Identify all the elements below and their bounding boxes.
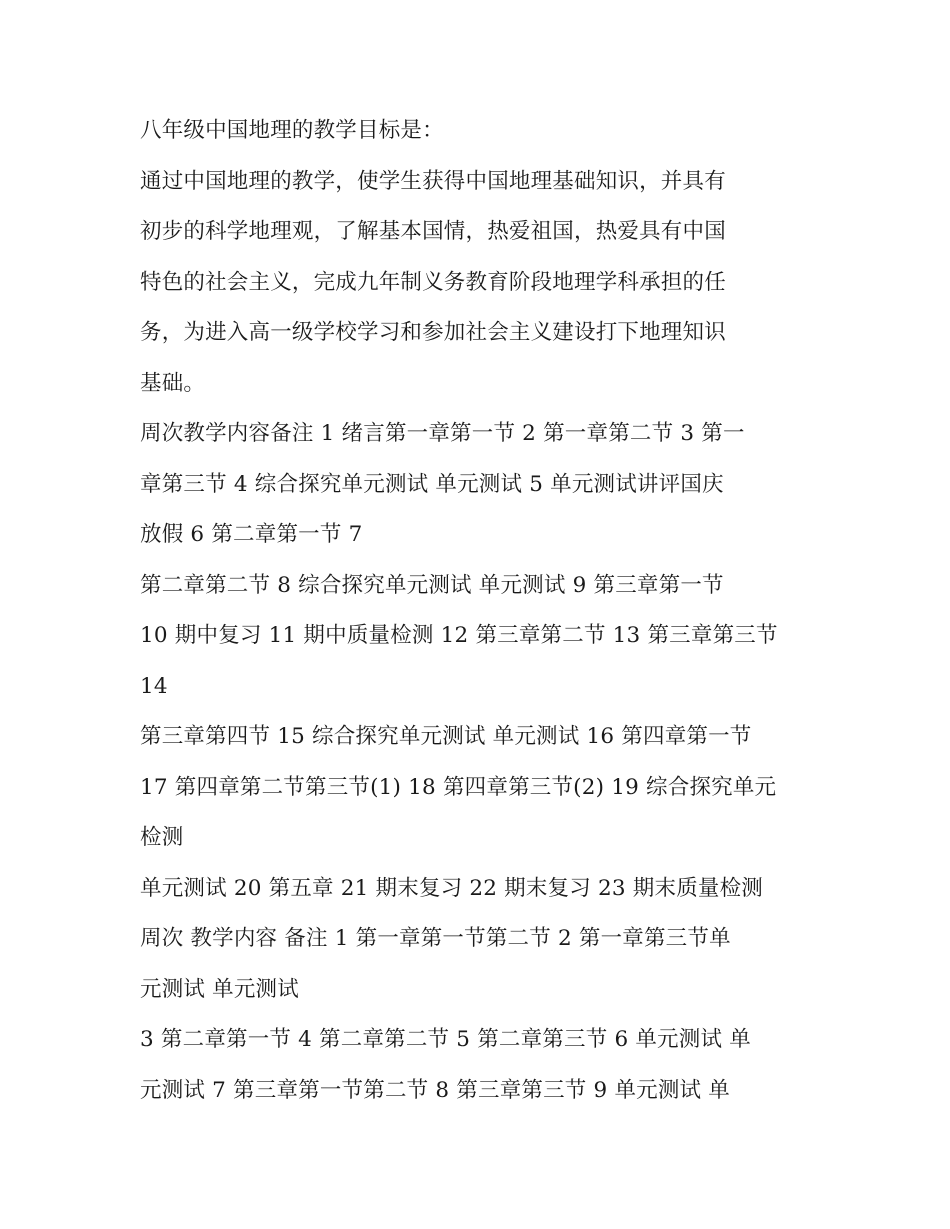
text-line: 初步的科学地理观，了解基本国情，热爱祖国，热爱具有中国: [140, 219, 726, 244]
text-line: 放假 6 第二章第一节 7: [140, 522, 363, 547]
text-line: 务，为进入高一级学校学习和参加社会主义建设打下地理知识: [140, 320, 726, 345]
text-line: 基础。: [140, 370, 206, 396]
document-body: [140, 106, 820, 1116]
text-line: 周次教学内容备注 1 绪言第一章第一节 2 第一章第二节 3 第一: [140, 421, 745, 446]
text-line: 10 期中复习 11 期中质量检测 12 第三章第二节 13 第三章第三节: [140, 623, 778, 648]
text-line: 14: [140, 673, 168, 699]
text-line: 17 第四章第二节第三节(1) 18 第四章第三节(2) 19 综合探究单元: [140, 774, 777, 800]
text-line: 检测: [140, 825, 184, 850]
text-line: 3 第二章第一节 4 第二章第二节 5 第二章第三节 6 单元测试 单: [140, 1027, 751, 1052]
text-line: 第二章第二节 8 综合探究单元测试 单元测试 9 第三章第一节: [140, 572, 724, 598]
text-line: 八年级中国地理的教学目标是：: [140, 118, 444, 143]
text-line: 单元测试 20 第五章 21 期末复习 22 期末复习 23 期末质量检测: [140, 875, 764, 901]
text-line: 通过中国地理的教学，使学生获得中国地理基础知识，并具有: [140, 168, 726, 194]
text-line: 特色的社会主义，完成九年制义务教育阶段地理学科承担的任: [140, 269, 726, 295]
text-line: 元测试 单元测试: [140, 976, 299, 1002]
text-line: 元测试 7 第三章第一节第二节 8 第三章第三节 9 单元测试 单: [140, 1077, 730, 1103]
text-line: 周次 教学内容 备注 1 第一章第一节第二节 2 第一章第三节单: [140, 926, 731, 951]
text-line: 第三章第四节 15 综合探究单元测试 单元测试 16 第四章第一节: [140, 724, 752, 749]
text-line: 章第三节 4 综合探究单元测试 单元测试 5 单元测试讲评国庆: [140, 471, 724, 497]
